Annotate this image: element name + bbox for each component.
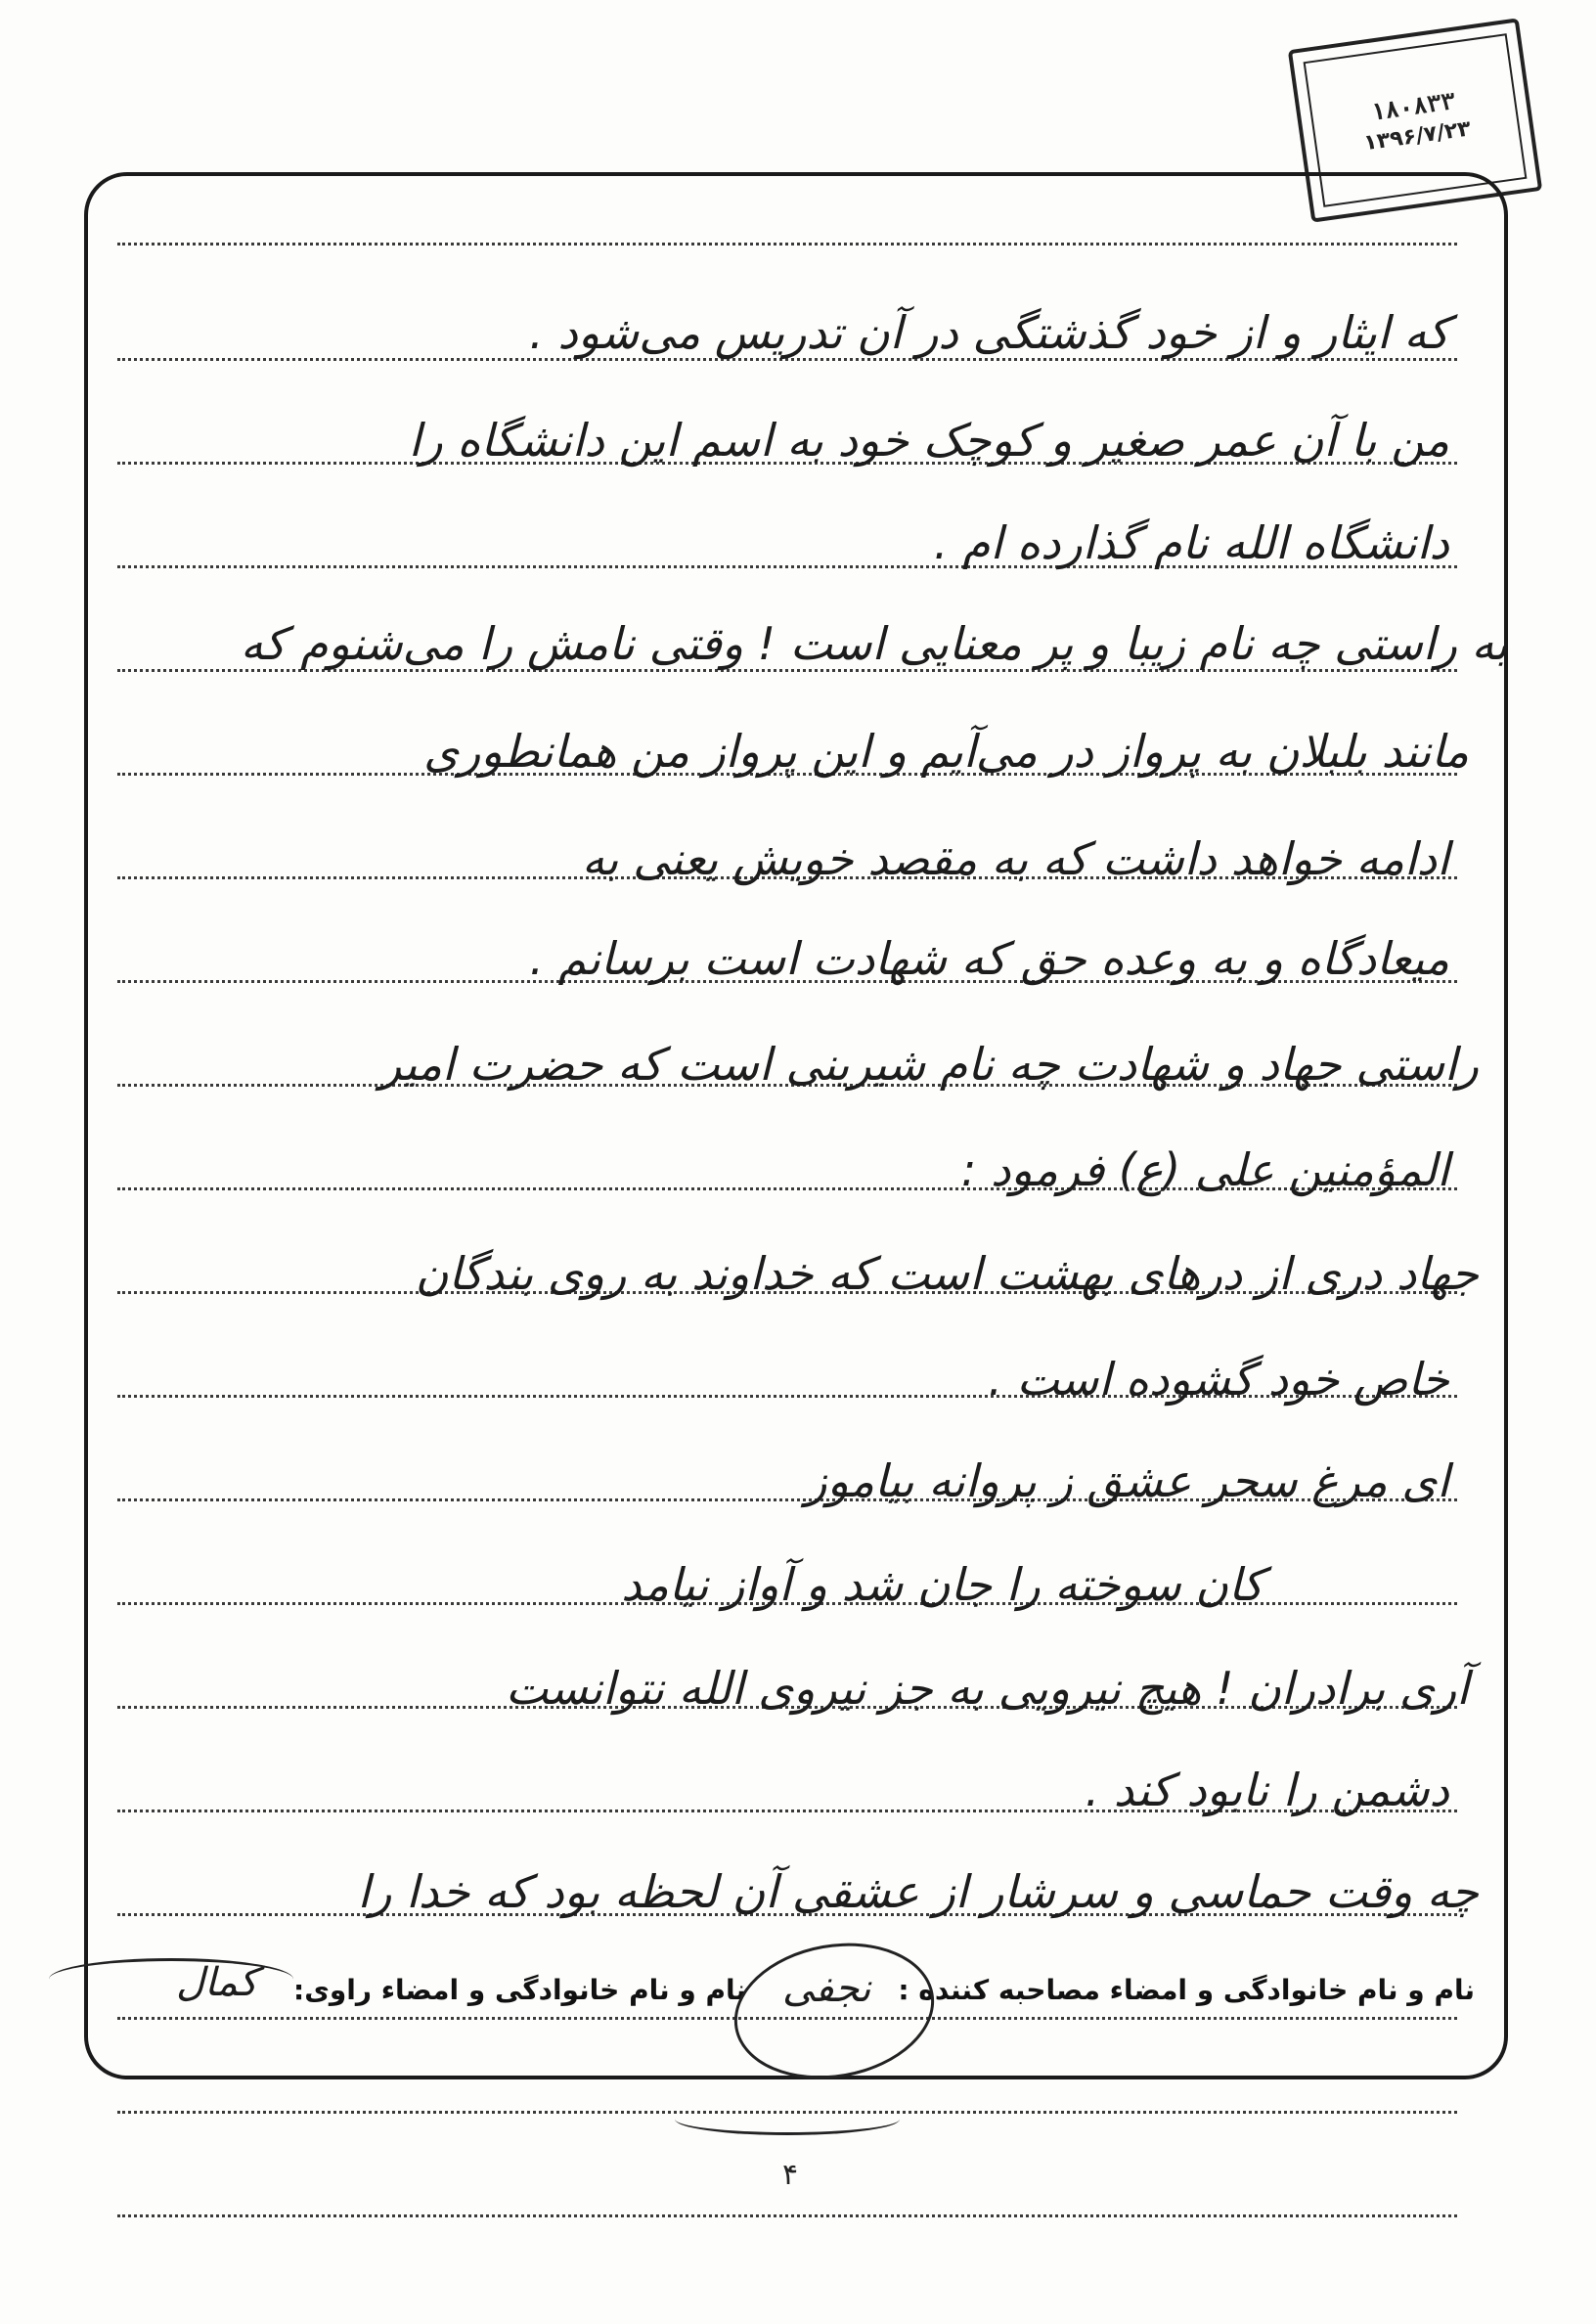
handwritten-line: من با آن عمر صغیر و کوچک خود به اسم این دانشگاه را bbox=[408, 414, 1449, 467]
handwritten-line: چه وقت حماسی و سرشار از عشقی آن لحظه بود که خدا را bbox=[357, 1865, 1479, 1918]
ruled-line bbox=[117, 243, 1457, 246]
handwritten-line: کان سوخته را جان شد و آواز نیامد bbox=[621, 1558, 1264, 1611]
narrator-signature-scribble bbox=[49, 1958, 293, 2000]
handwritten-line: ای مرغ سحر عشق ز پروانه بیاموز bbox=[805, 1454, 1449, 1507]
handwritten-line: جهاد دری از درهای بهشت است که خداوند به روی بندگان bbox=[415, 1247, 1479, 1300]
handwritten-line: راستی جهاد و شهادت چه نام شیرینی است که حضرت امیر bbox=[379, 1038, 1479, 1091]
handwritten-line: مانند بلبلان به پرواز در می‌آیم و این پرواز من همانطوری bbox=[423, 725, 1469, 778]
handwritten-line: میعادگاه و به وعده حق که شهادت است برسانم . bbox=[529, 932, 1449, 985]
interviewer-label: نام و نام خانوادگی و امضاء مصاحبه کننده : bbox=[898, 1974, 1475, 2006]
handwritten-line: دانشگاه الله نام گذارده ام . bbox=[933, 516, 1449, 569]
handwritten-line: به راستی چه نام زیبا و پر معنایی است ! وقتی نامش را می‌شنوم که bbox=[240, 617, 1508, 670]
page-number: ۴ bbox=[782, 2158, 799, 2192]
handwritten-line: المؤمنین علی (ع) فرمود : bbox=[960, 1143, 1449, 1196]
handwritten-line: ادامه خواهد داشت که به مقصد خویش یعنی به bbox=[582, 832, 1449, 885]
narrator-signature: کمال bbox=[176, 1960, 258, 2005]
stamp-code: ۱۸۰۸۳۳ bbox=[1369, 86, 1457, 126]
handwritten-line: خاص خود گشوده است . bbox=[988, 1353, 1449, 1406]
narrator-label: نام و نام خانوادگی و امضاء راوی: bbox=[293, 1974, 747, 2006]
signature-tail bbox=[675, 2103, 900, 2135]
stamp-date: ۱۳۹۶/۷/۲۳ bbox=[1361, 115, 1473, 156]
handwritten-line: که ایثار و از خود گذشتگی در آن تدریس می‌شود . bbox=[529, 306, 1449, 359]
ruled-line bbox=[117, 2214, 1457, 2217]
handwritten-line: آری برادران ! هیچ نیرویی به جز نیروی الله نتوانست bbox=[505, 1662, 1469, 1715]
handwritten-line: دشمن را نابود کند . bbox=[1085, 1764, 1449, 1816]
interviewer-signature: نجفی bbox=[782, 1966, 871, 2011]
